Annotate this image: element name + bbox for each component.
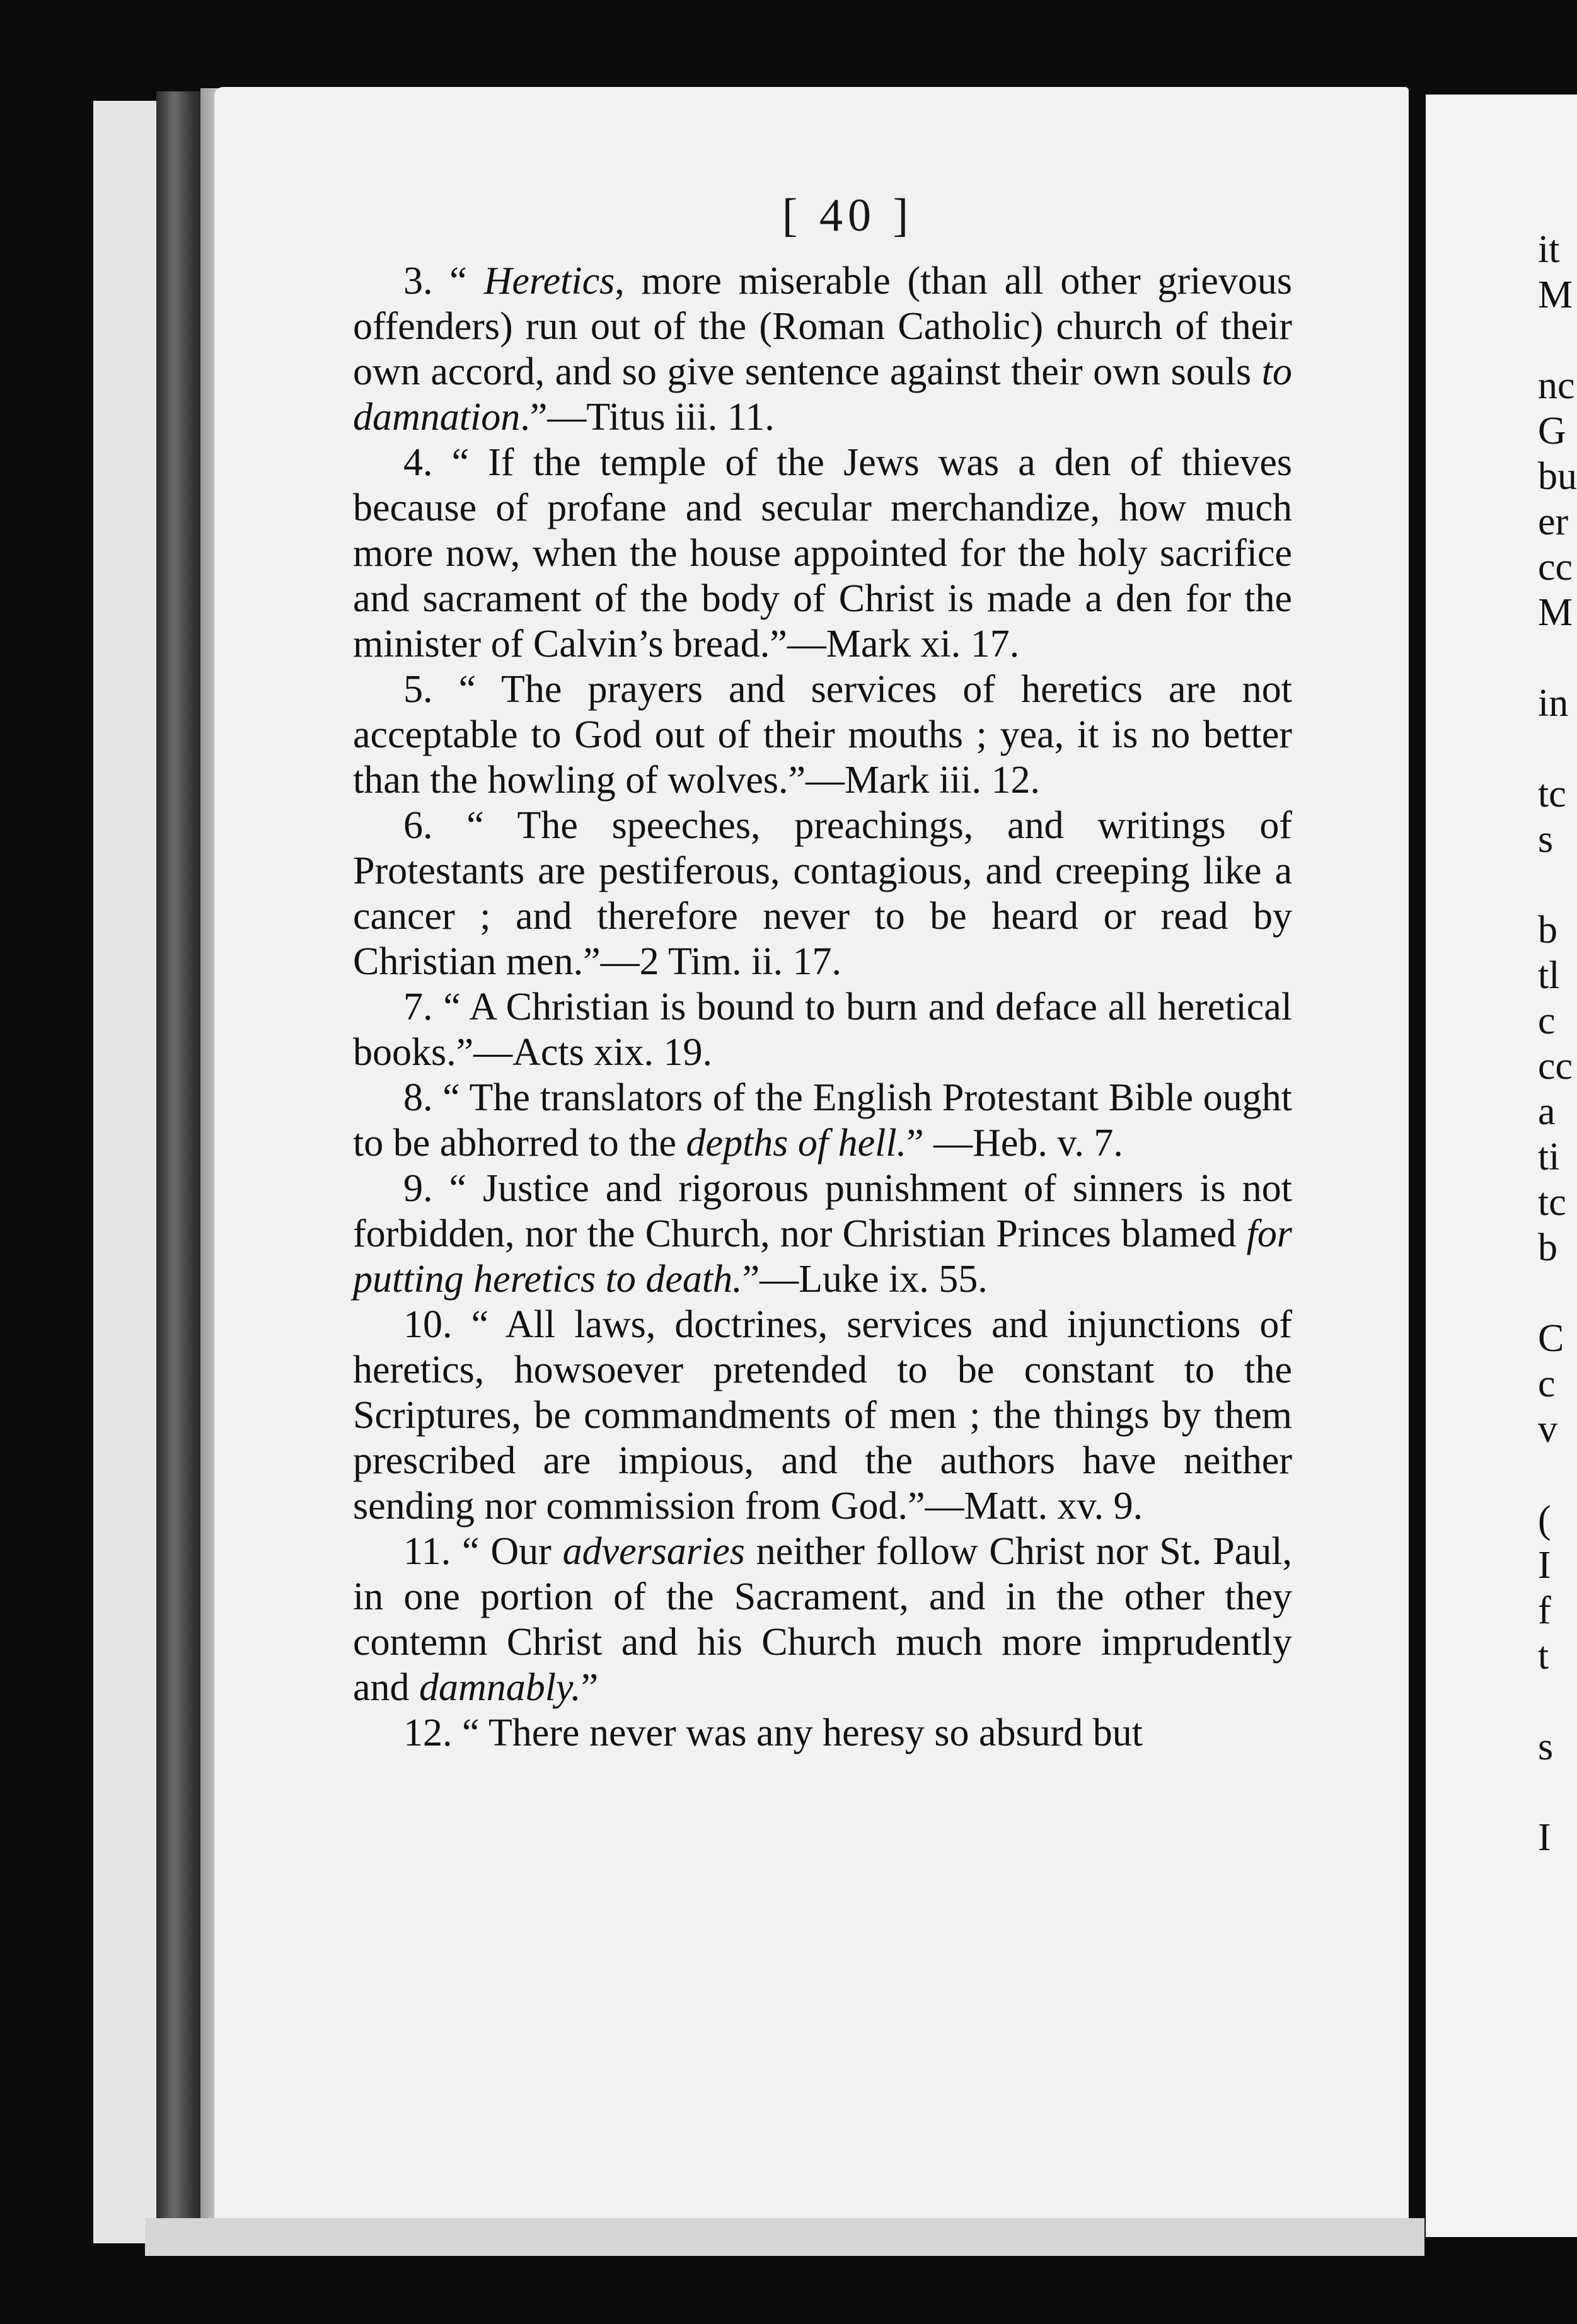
- italic-text: to damnation: [353, 350, 1292, 439]
- book-spine: [156, 91, 207, 2246]
- adjacent-page-fragment: in: [1538, 682, 1569, 725]
- paragraph-text: .”—Titus iii. 11.: [520, 396, 775, 439]
- paragraph-number: 12.: [403, 1711, 462, 1754]
- paragraph-text: “ If the temple of the Jews was a den of thieves because of profane and secular merchandize, how much more now, when the house appointed for the holy sacrifice and sacrament of the body of Christ is made a den for the minister of Calvin’s bread.”—Mark xi. 17.: [353, 441, 1293, 665]
- adjacent-page-fragment: [1538, 635, 1577, 681]
- adjacent-page-fragment: s: [1538, 818, 1554, 861]
- paragraph-number: 7.: [403, 986, 444, 1028]
- adjacent-page-fragment: c: [1538, 999, 1556, 1042]
- paragraph-text: “ Justice and rigorous punishment of sinners is not forbidden, nor the Church, nor Christian Princes blamed: [353, 1167, 1293, 1255]
- italic-text: for putting heretics to death.: [353, 1212, 1292, 1301]
- adjacent-page-fragment: [1538, 726, 1577, 771]
- adjacent-page-fragment: c: [1538, 1362, 1556, 1405]
- numbered-paragraph: [353, 258, 1292, 440]
- paragraph-text: ”: [581, 1666, 599, 1709]
- numbered-paragraph: [353, 440, 1292, 667]
- paragraph-text: “ All laws, doctrines, services and injunctions of heretics, howsoever pretended to be constant to the Scriptures, be commandments of men ; the things by them prescribed are impious, and the authors have neither sending nor commission from God.”—Matt. xv. 9.: [353, 1303, 1292, 1527]
- adjacent-page-fragment: it: [1538, 228, 1560, 271]
- numbered-paragraph: [353, 1075, 1292, 1166]
- paragraph-number: 10.: [403, 1303, 471, 1346]
- adjacent-page-fragment: [1538, 1679, 1577, 1724]
- paragraph-text: “ The translators of the English Protestant Bible ought to be abhorred to the: [353, 1076, 1293, 1165]
- adjacent-page-fragment: [1538, 1769, 1577, 1815]
- adjacent-page-fragment: s: [1538, 1725, 1554, 1768]
- paragraph-text: ”—Luke ix. 55.: [742, 1258, 988, 1301]
- numbered-paragraph: [353, 667, 1292, 803]
- adjacent-page-fragment: bu: [1538, 455, 1577, 498]
- adjacent-page-fragment: f: [1538, 1589, 1551, 1632]
- adjacent-page-fragment: cc: [1538, 1045, 1573, 1088]
- paragraph-text: “ The prayers and services of heretics are not acceptable to God out of their mouths ; yea, it is no better than the howling of wolves.”—Mark iii. 12.: [353, 668, 1292, 802]
- numbered-paragraph: [353, 984, 1292, 1075]
- paragraph-text: neither follow Christ nor St. Paul, in one portion of the Sacrament, and in the other they contemn Christ and his Church much more imprudently and: [353, 1530, 1293, 1709]
- adjacent-page-fragment: [1538, 1270, 1577, 1316]
- italic-text: damnably.: [419, 1666, 581, 1709]
- numbered-paragraph: [353, 1529, 1292, 1710]
- page-number: [ 40 ]: [782, 190, 914, 241]
- adjacent-page-fragment: [1538, 862, 1577, 907]
- paragraph-number: 11.: [403, 1530, 463, 1573]
- adjacent-page-fragment: tc: [1538, 773, 1566, 815]
- adjacent-page-fragment: nc: [1538, 364, 1575, 407]
- adjacent-page-fragment: M: [1538, 591, 1573, 634]
- paragraph-text: “ There never was any heresy so absurd but: [462, 1711, 1143, 1754]
- paragraph-text: ” —Heb. v. 7.: [906, 1122, 1123, 1165]
- adjacent-page-fragment: C: [1538, 1317, 1564, 1360]
- adjacent-page-fragment: (: [1538, 1499, 1551, 1541]
- adjacent-page-fragment: v: [1538, 1408, 1557, 1451]
- adjacent-page-fragment: G: [1538, 410, 1566, 452]
- paragraph-number: 9.: [403, 1167, 449, 1210]
- italic-text: adversaries: [562, 1530, 745, 1573]
- paragraph-text: , more miserable (than all other grievous offenders) run out of the (Roman Catholic) church of their own accord, and so give sentence against their own souls: [353, 260, 1292, 393]
- paragraph-number: 3.: [403, 260, 450, 302]
- page-body-text: [353, 258, 1292, 1756]
- paragraph-number: 8.: [403, 1076, 443, 1119]
- paragraph-text: “ Our: [462, 1530, 563, 1573]
- adjacent-page-fragment: b: [1538, 909, 1557, 952]
- adjacent-page-fragment: I: [1538, 1544, 1551, 1587]
- italic-text: Heretics: [483, 260, 615, 302]
- numbered-paragraph: [353, 1302, 1292, 1529]
- adjacent-page-fragment: I: [1538, 1816, 1551, 1859]
- paragraph-text: “ A Christian is bound to burn and deface all heretical books.”—Acts xix. 19.: [353, 986, 1293, 1074]
- adjacent-page-fragment: M: [1538, 273, 1573, 316]
- italic-text: depths of hell.: [686, 1122, 907, 1165]
- adjacent-page-fragment: tc: [1538, 1181, 1566, 1224]
- paragraph-text: “: [449, 260, 484, 302]
- page-bottom-edge: [145, 2218, 1424, 2256]
- paragraph-number: 6.: [403, 804, 467, 847]
- adjacent-page-fragment: t: [1538, 1635, 1549, 1677]
- adjacent-page-text: [1538, 227, 1577, 1860]
- paragraph-text: “ The speeches, preachings, and writings of Protestants are pestiferous, contagious, and creeping like a cancer ; and therefore never to be heard or read by Christian men.”—2 Tim. ii. 17.: [353, 804, 1292, 983]
- numbered-paragraph: [353, 1710, 1292, 1756]
- adjacent-page-fragment: ti: [1538, 1136, 1560, 1178]
- paragraph-number: 4.: [403, 441, 452, 484]
- paragraph-number: 5.: [403, 668, 459, 711]
- adjacent-page-fragment: [1538, 1452, 1577, 1497]
- adjacent-page-fragment: cc: [1538, 546, 1573, 589]
- numbered-paragraph: [353, 1166, 1292, 1302]
- adjacent-page-fragment: [1538, 318, 1577, 363]
- numbered-paragraph: [353, 803, 1292, 984]
- adjacent-page-fragment: tl: [1538, 954, 1560, 997]
- adjacent-page-fragment: b: [1538, 1226, 1557, 1269]
- adjacent-page-fragment: a: [1538, 1090, 1556, 1133]
- left-page-edge: [93, 101, 163, 2243]
- adjacent-page-fragment: er: [1538, 500, 1569, 543]
